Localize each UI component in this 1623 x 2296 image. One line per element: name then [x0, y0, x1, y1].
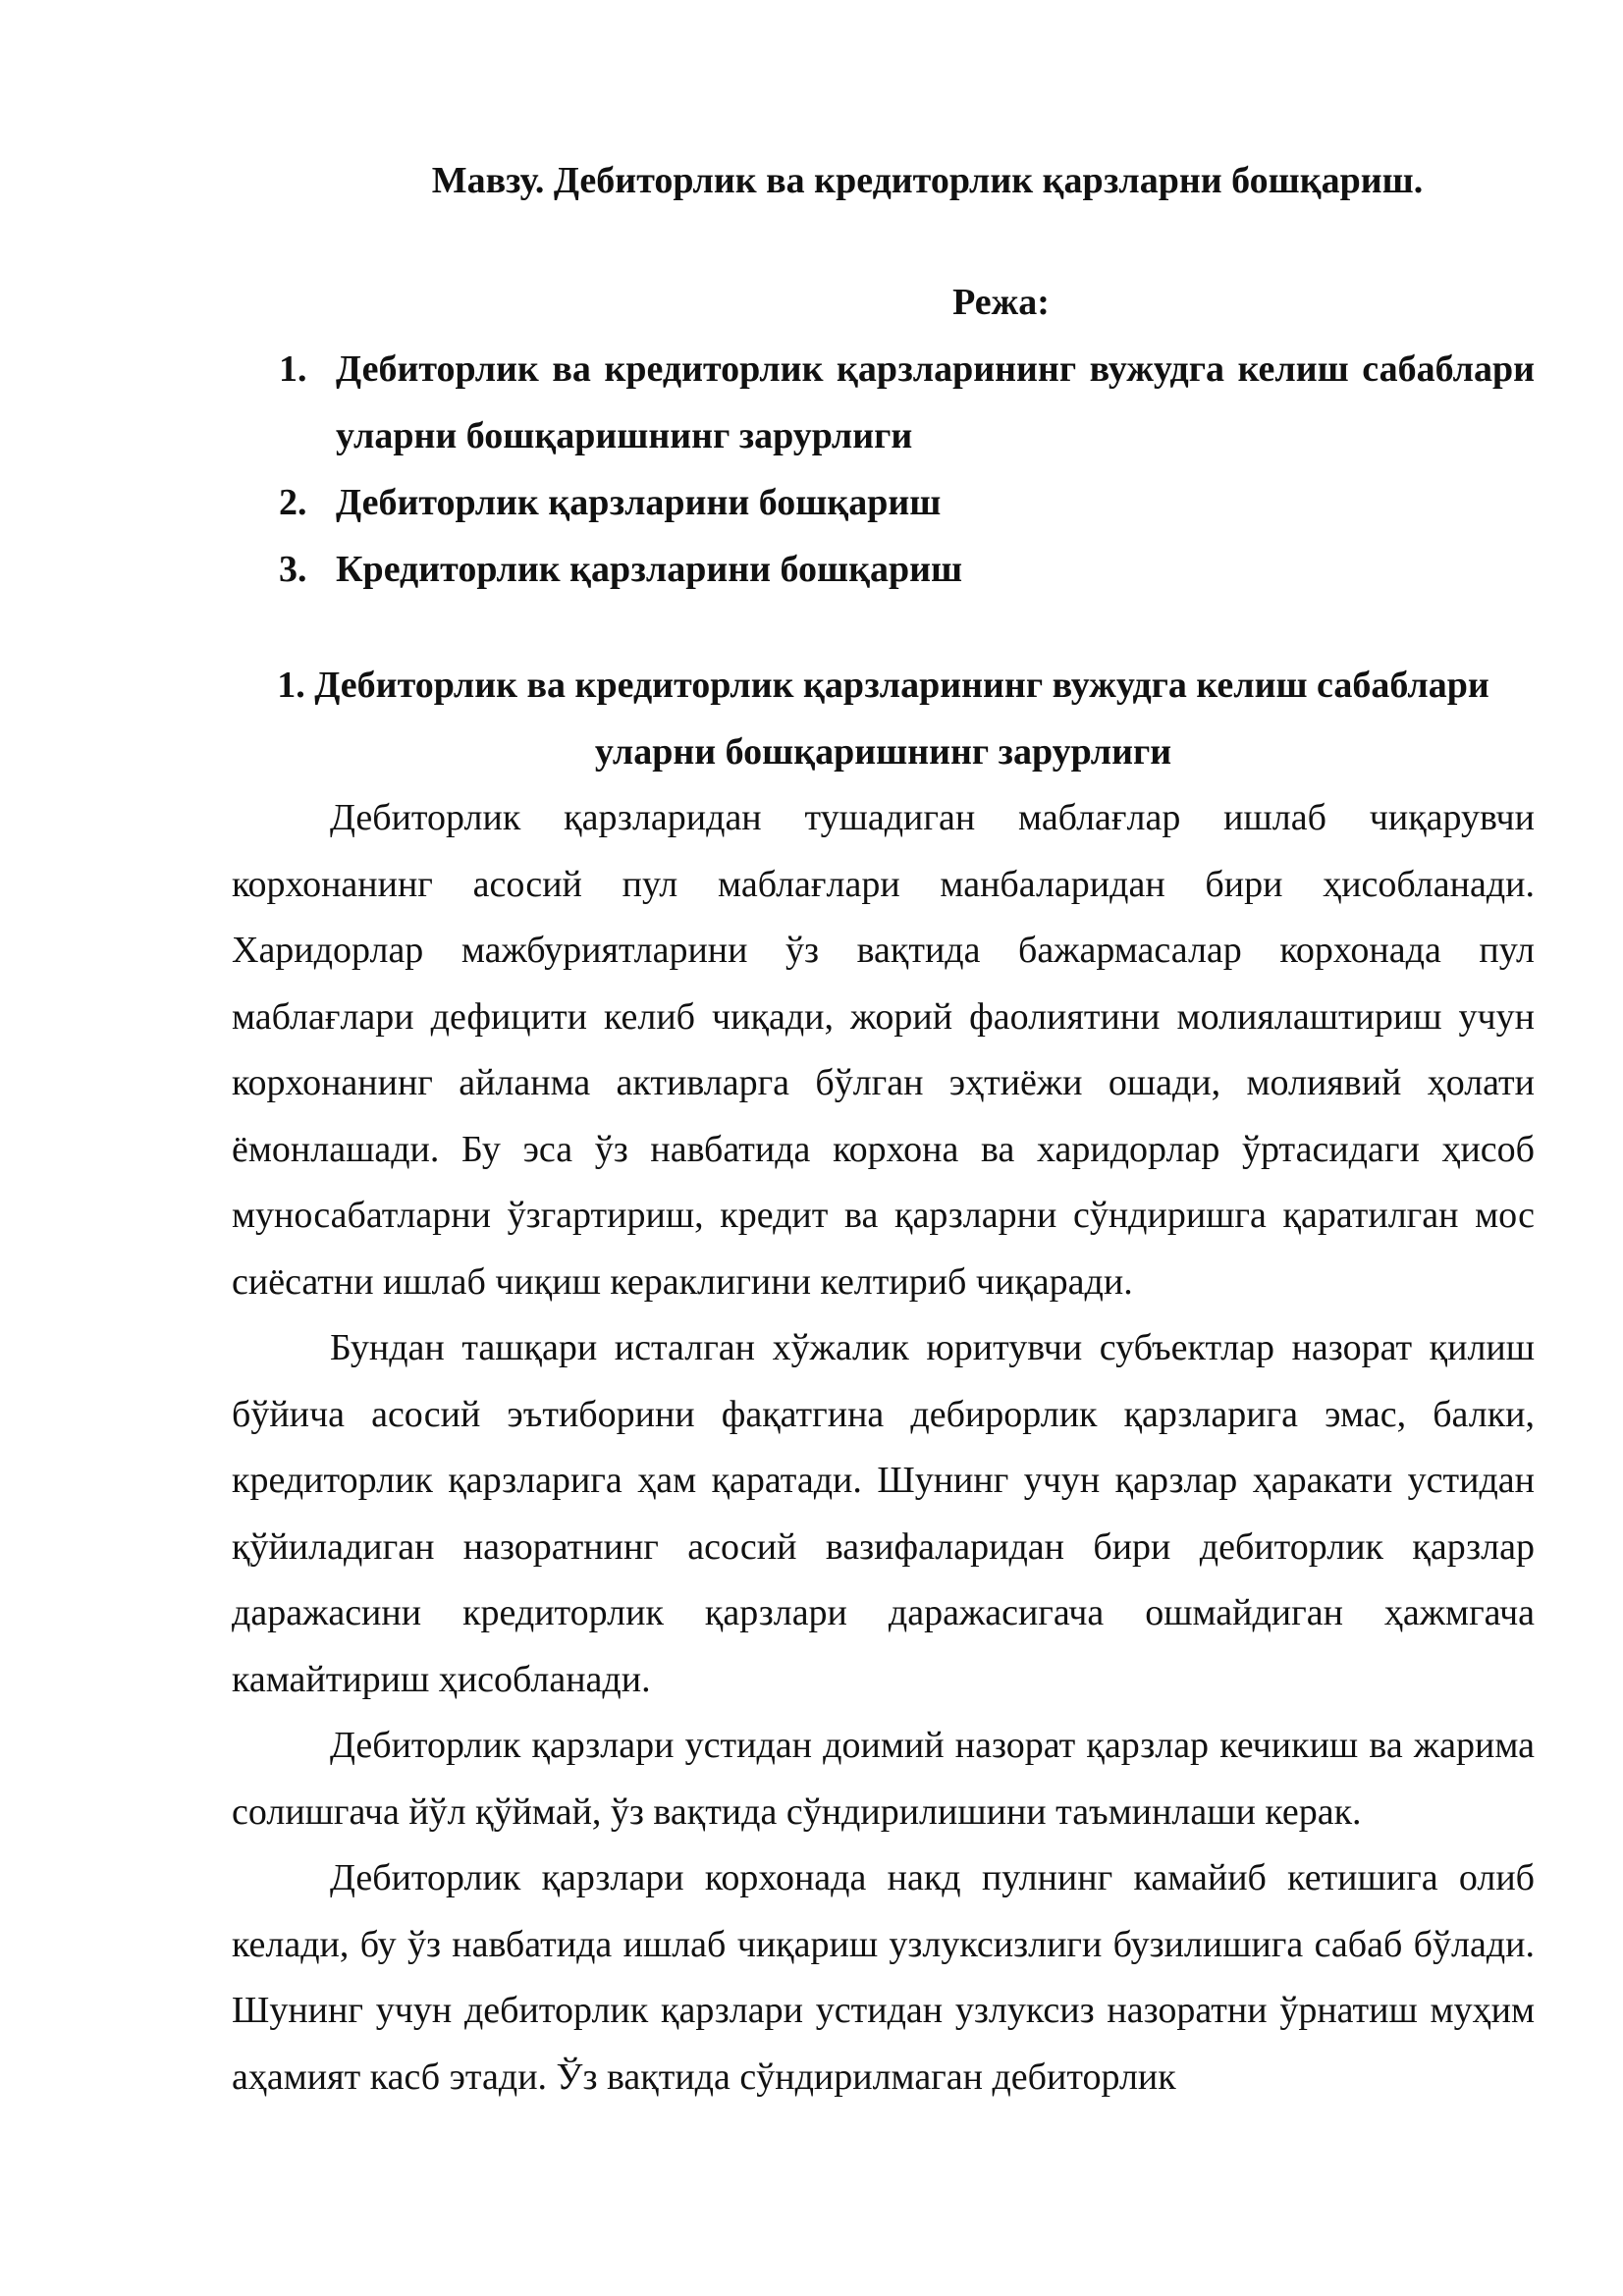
plan-item-text: Дебиторлик қарзларини бошқариш	[336, 482, 942, 523]
plan-heading: Режа:	[952, 282, 1050, 323]
plan-item-number: 1.	[279, 348, 307, 390]
plan-item-1	[232, 336, 1535, 469]
plan-item-text: Кредиторлик қарзларини бошқариш	[336, 549, 963, 590]
plan-item-number: 2.	[279, 482, 307, 523]
body-paragraph-1: Дебиторлик қарзларидан тушадиган маблағлар ишлаб чиқарувчи корхонанинг асосий пул маблағлари манбаларидан бири ҳисобланади. Харидорлар мажбуриятларини ўз вақтида бажармасалар корхонада пул маблағлари дефицити келиб чиқади, жорий фаолиятини молиялаштириш учун корхонанинг айланма активларга бўлган эҳтиёжи ошади, молиявий ҳолати ёмонлашади. Бу эса ўз навбатида корхона ва харидорлар ўртасидаги ҳисоб муносабатларни ўзгартириш, кредит ва қарзларни сўндиришга қаратилган мос сиёсатни ишлаб чиқиш кераклигини келтириб чиқаради.	[232, 797, 1535, 1303]
body-paragraph-4: Дебиторлик қарзлари корхонада накд пулнинг камайиб кетишига олиб келади, бу ўз навбатида ишлаб чиқариш узлуксизлиги бузилишига сабаб бўлади. Шунинг учун дебиторлик қарзлари устидан узлуксиз назоратни ўрнатиш муҳим аҳамият касб этади. Ўз вақтида сўндирилмаган дебиторлик	[232, 1857, 1535, 2098]
plan-list	[232, 336, 1535, 603]
document-title: Мавзу. Дебиторлик ва кредиторлик қарзларни бошқариш.	[431, 160, 1424, 201]
document-page	[232, 147, 1535, 2110]
body-paragraph-2: Бундан ташқари исталган хўжалик юритувчи субъектлар назорат қилиш бўйича асосий эътиборини фақатгина дебирорлик қарзларига эмас, балки, кредиторлик қарзларига ҳам қаратади. Шунинг учун қарзлар ҳаракати устидан қўйиладиган назоратнинг асосий вазифаларидан бири дебиторлик қарзлар даражасини кредиторлик қарзлари даражасигача ошмайдиган ҳажмгача камайтириш ҳисобланади.	[232, 1327, 1535, 1700]
body-paragraph-3: Дебиторлик қарзлари устидан доимий назорат қарзлар кечикиш ва жарима солишгача йўл қўймай, ўз вақтида сўндирилишини таъминлаши керак.	[232, 1725, 1535, 1833]
plan-item-2	[232, 469, 1535, 536]
plan-item-3	[232, 536, 1535, 603]
plan-item-number: 3.	[279, 549, 307, 590]
section-heading: 1. Дебиторлик ва кредиторлик қарзларининг вужудга келиш сабаблари уларни бошқаришнинг зарурлиги	[277, 665, 1489, 773]
plan-item-text: Дебиторлик ва кредиторлик қарзларининг вужудга келиш сабаблари уларни бошқаришнинг зарурлиги	[336, 348, 1535, 456]
